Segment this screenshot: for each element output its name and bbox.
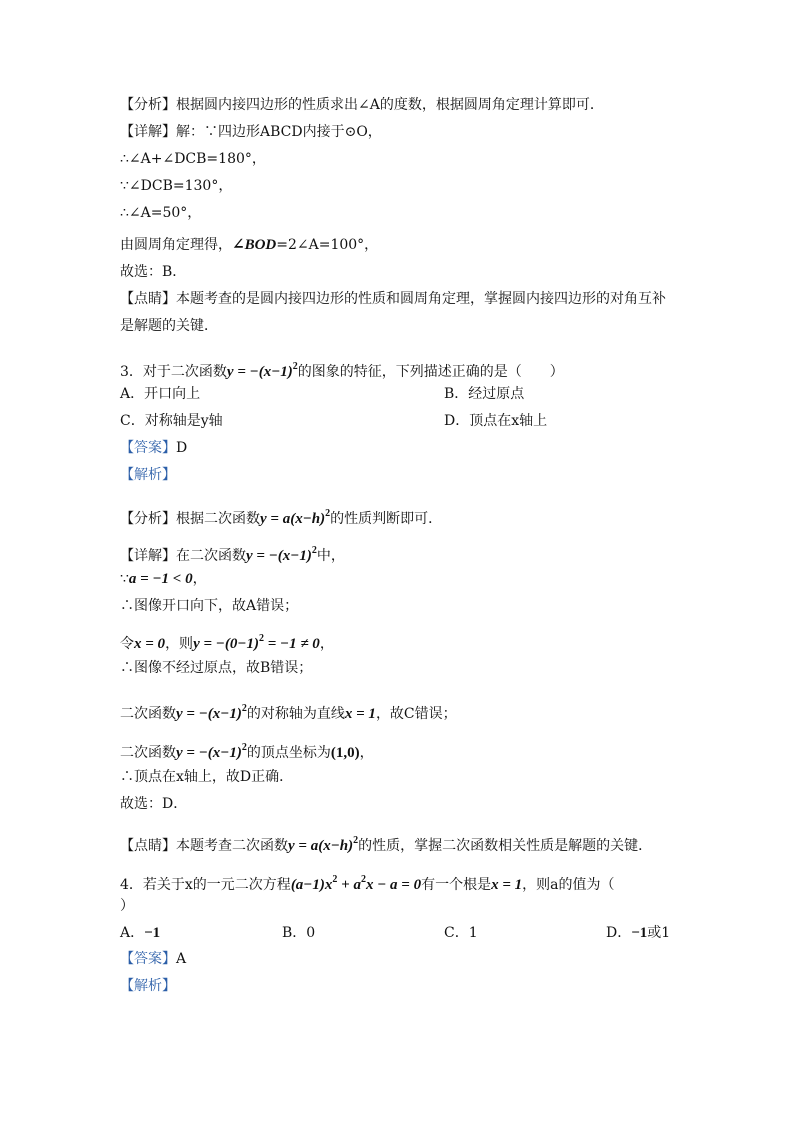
math-x0: x = 0	[134, 636, 166, 652]
q3-answer: 【答案】D	[120, 440, 188, 456]
sec2-step1: ∴∠A+∠DCB=180°，	[120, 151, 266, 167]
math-func: $y = -(x-1)^2$	[226, 361, 298, 380]
sec2-detail: 【详解】解：∵四边形ABCD内接于⊙O，	[120, 124, 382, 140]
math-eval: $y = -(0-1)^2 = -1 \ne 0$	[193, 633, 320, 652]
math-a-value: a = −1 < 0	[128, 571, 193, 587]
math-root: x = 1	[491, 877, 523, 893]
math-angle-bod: ∠BOD	[232, 237, 277, 253]
sec2-step3: ∴∠A=50°，	[120, 205, 202, 221]
sec2-analysis: 【分析】根据圆内接四边形的性质求出∠A的度数，根据圆周角定理计算即可．	[120, 97, 604, 113]
q4-answer: 【答案】A	[120, 951, 187, 967]
sec2-choose: 故选：B．	[120, 264, 187, 280]
q3-origin: ∴图像不经过原点，故B错误；	[120, 660, 313, 676]
math-equation: $(a-1)x^2 + a^2x - a = 0$	[290, 874, 422, 893]
q3-comment: 【点睛】本题考查二次函数$y = a(x-h)^2$的性质，掌握二次函数相关性质是解题的关键．	[120, 835, 653, 854]
sec2-step2: ∵∠DCB=130°，	[120, 178, 233, 194]
math-vertex: (1,0)	[330, 745, 360, 761]
math-func: $y = -(x-1)^2$	[246, 545, 317, 564]
q3-stem: 3．对于二次函数$y = -(x-1)^2$的图象的特征，下列描述正确的是（ ）	[120, 361, 564, 380]
math-func: $y = a(x-h)^2$	[260, 508, 331, 527]
q4-stem-end: ）	[120, 898, 134, 914]
q4-option-b: B．0	[282, 925, 316, 941]
q3-xaxis: ∴顶点在x轴上，故D正确．	[120, 769, 294, 785]
comment-label: 【点睛】	[120, 291, 176, 307]
q3-option-d: D．顶点在x轴上	[444, 413, 548, 429]
q4-option-c: C．1	[444, 925, 478, 941]
q3-option-b: B．经过原点	[444, 386, 525, 402]
q3-explain-label: 【解析】	[120, 467, 176, 483]
detail-label: 【详解】	[120, 124, 176, 140]
answer-label: 【答案】	[120, 440, 176, 456]
q3-axis: 二次函数$y = -(x-1)^2$的对称轴为直线x = 1，故C错误；	[120, 703, 457, 722]
math-func: $y = -(x-1)^2$	[176, 703, 247, 722]
answer-label: 【答案】	[120, 951, 176, 967]
q3-choose: 故选：D．	[120, 796, 188, 812]
sec2-comment-2: 是解题的关键．	[120, 318, 218, 334]
q3-detail: 【详解】在二次函数$y = -(x-1)^2$中，	[120, 545, 345, 564]
q4-option-a: A．−1	[120, 925, 161, 941]
math-func: $y = a(x-h)^2$	[288, 835, 359, 854]
q3-analysis: 【分析】根据二次函数$y = a(x-h)^2$的性质判断即可．	[120, 508, 443, 527]
math-func: $y = -(x-1)^2$	[176, 742, 247, 761]
q3-option-a: A．开口向上	[120, 386, 201, 402]
math-axis-x: x = 1	[344, 706, 376, 722]
q4-explain-label: 【解析】	[120, 978, 176, 994]
analysis-label: 【分析】	[120, 97, 176, 113]
sec2-comment-1: 【点睛】本题考查的是圆内接四边形的性质和圆周角定理，掌握圆内接四边形的对角互补	[120, 291, 666, 307]
q3-down: ∴图像开口向下，故A错误；	[120, 598, 299, 614]
q3-vertex: 二次函数$y = -(x-1)^2$的顶点坐标为(1,0)，	[120, 742, 374, 761]
q4-stem: 4．若关于x的一元二次方程$(a-1)x^2 + a^2x - a = 0$有一个根是x = 1，则a的值为（	[120, 874, 615, 893]
q3-since: ∵a = −1 < 0，	[120, 571, 207, 587]
sec2-step4: 由圆周角定理得，∠BOD=2∠A=100°，	[120, 237, 379, 253]
q3-option-c: C．对称轴是y轴	[120, 413, 223, 429]
q3-let: 令x = 0，则$y = -(0-1)^2 = -1 \ne 0$，	[120, 633, 334, 652]
q4-option-d: D．−1或1	[606, 925, 671, 941]
